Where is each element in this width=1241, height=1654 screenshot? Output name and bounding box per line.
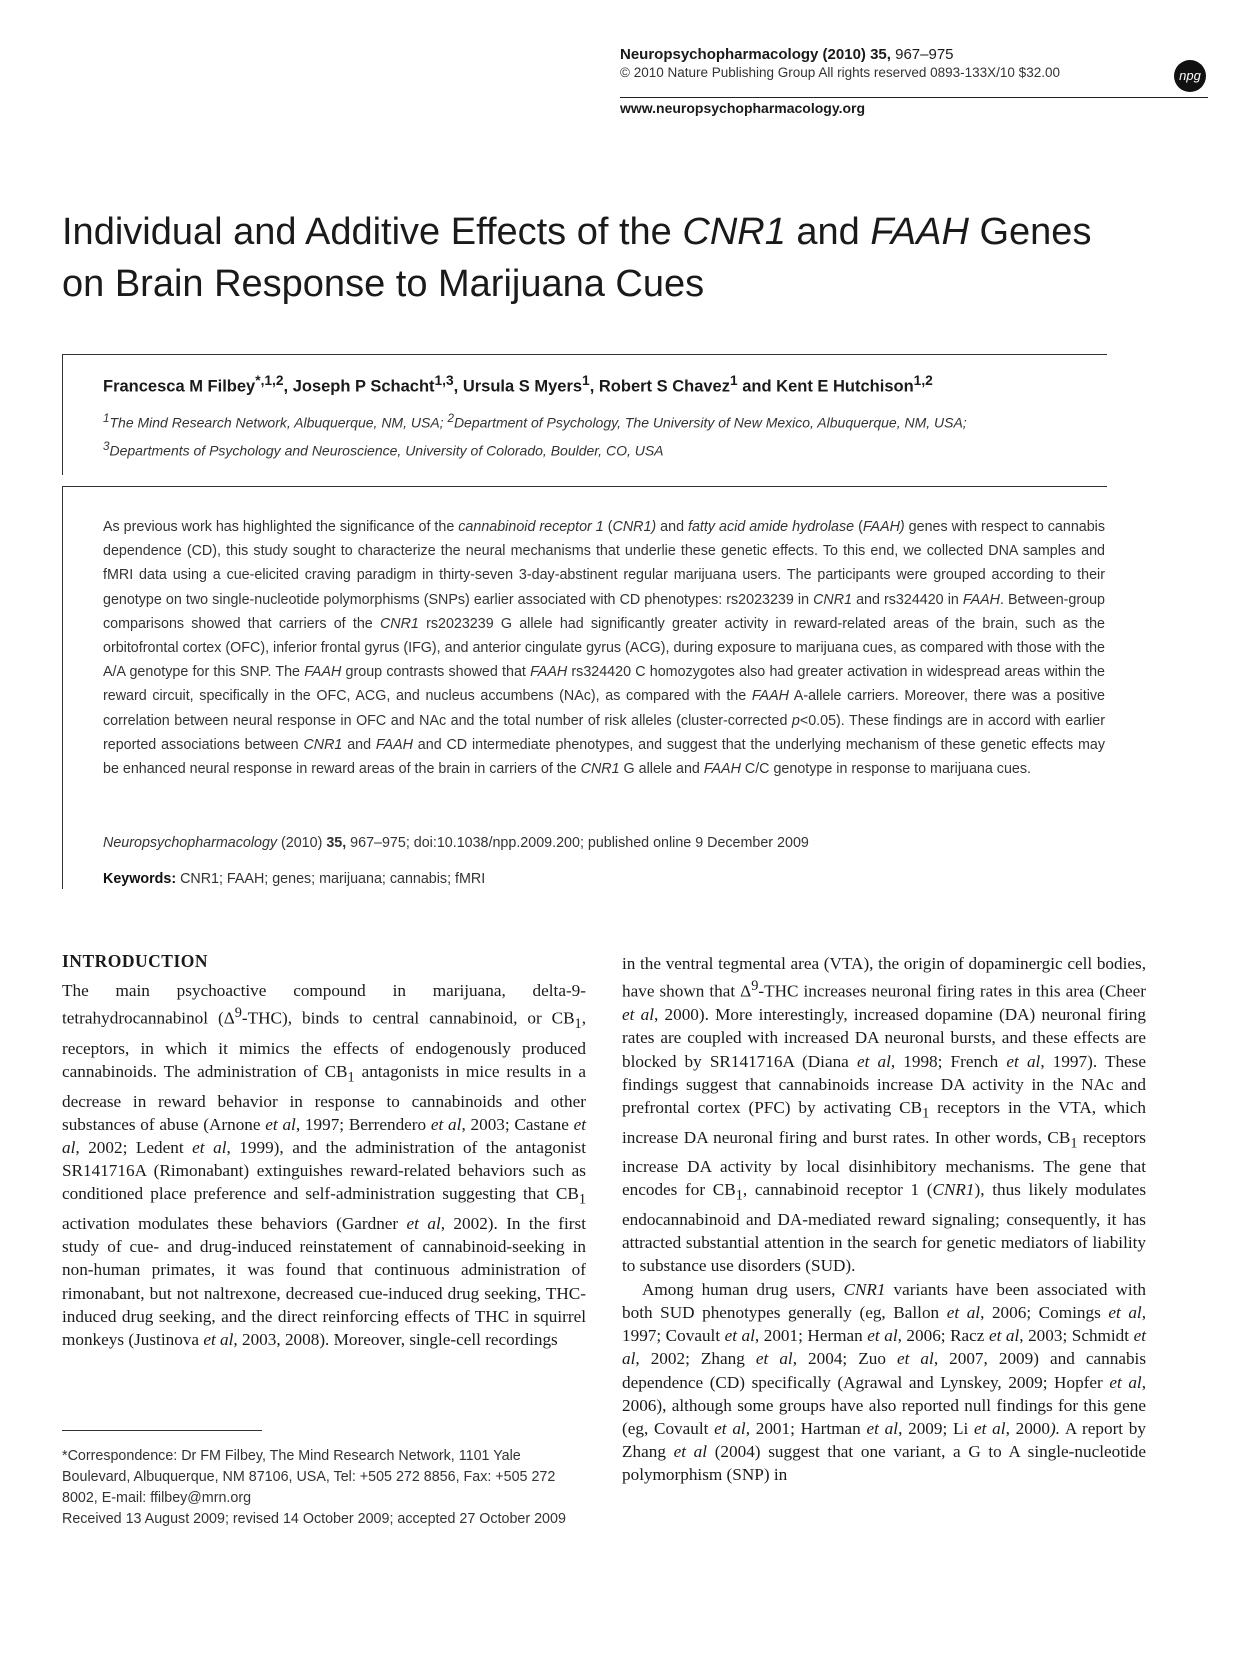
text-run: et al <box>265 1114 296 1134</box>
text-run: ). <box>1049 1418 1061 1438</box>
text-run: fatty acid amide hydrolase <box>688 519 855 535</box>
text-run: C/C genotype in response to marijuana cues. <box>740 761 1031 778</box>
text-run: , 1998; French <box>890 1051 1007 1071</box>
text-run: et al <box>673 1442 708 1462</box>
header-divider <box>620 97 1208 98</box>
text-run: , 2000 <box>1005 1418 1050 1438</box>
text-run: 1 <box>735 1187 743 1204</box>
author-affiliation-marker: 1 <box>730 373 738 388</box>
text-run: <0.05). These findings are in accord with earlier reported associations between <box>103 712 1105 753</box>
body-column-left <box>62 950 586 1351</box>
text-run: As previous work has highlighted the significance of the <box>103 519 459 535</box>
affiliations <box>103 407 1103 462</box>
text-run: , 2004; Zuo <box>792 1349 897 1369</box>
text-run: et al <box>856 1051 891 1071</box>
text-run: , receptors, in which it mimics the effects of endogenously produced cannabinoids. The administration of CB <box>62 1009 587 1081</box>
text-run: , 2002; Zhang <box>635 1349 756 1369</box>
text-run: rs324420 C homozygotes also had greater activation in widespread areas within the reward circuit, specifically in the OFC, ACG, and nucleus accumbens (NAc), as compared with the <box>103 664 1105 705</box>
keywords <box>103 871 485 887</box>
affiliation-marker: 2 <box>447 412 454 425</box>
text-run: CNR1) <box>612 519 657 535</box>
text-run: et al <box>203 1330 234 1350</box>
text-run: CNR1 <box>932 1180 975 1200</box>
journal-pages: 967–975 <box>895 46 954 63</box>
keywords-list: CNR1; FAAH; genes; marijuana; cannabis; fMRI <box>176 871 486 887</box>
text-run: and <box>656 519 688 535</box>
author-affiliation-marker: 1 <box>582 373 590 388</box>
text-run: et al <box>62 1114 586 1158</box>
title-gene-faah: FAAH <box>870 211 969 253</box>
text-run: FAAH) <box>862 519 905 535</box>
text-run: et al <box>192 1138 227 1158</box>
text-run: 1 <box>922 1105 930 1122</box>
body-paragraph <box>62 979 586 1351</box>
copyright-line: © 2010 Nature Publishing Group All rights reserved 0893-133X/10 $32.00 <box>620 65 1060 80</box>
text-run: , 1997). These findings suggest that cannabinoids increase DA activity in the NAc and prefrontal cortex (PFC) by activating CB <box>622 1051 1146 1117</box>
text-run: CNR1 <box>813 591 853 608</box>
text-run: et al <box>866 1418 899 1438</box>
text-run: antagonists in mice results in a decrease in reward behavior in response to cannabinoids and other substances of abuse (Arnone <box>62 1061 586 1134</box>
body-column-right <box>622 952 1146 1487</box>
text-run: et al, <box>714 1418 750 1438</box>
journal-header <box>620 46 1120 82</box>
journal-citation-line <box>620 46 1120 64</box>
text-run: CNR1 <box>303 736 343 753</box>
text-run: FAAH <box>375 736 413 753</box>
text-run: et al <box>1006 1051 1041 1071</box>
body-paragraph <box>622 1278 1146 1487</box>
author-name[interactable]: Francesca M Filbey <box>103 377 256 396</box>
text-run: FAAH <box>703 761 741 778</box>
author-name[interactable]: and Kent E Hutchison <box>737 377 914 396</box>
text-run: A-allele carriers. Moreover, there was a positive correlation between neural response in OFC and NAc and the total number of risk alleles (cluster-corrected <box>103 688 1105 729</box>
author-name[interactable]: , Ursula S Myers <box>453 377 583 396</box>
text-run: , 2009; Li <box>898 1418 975 1438</box>
text-run: , 2006), although some groups have also reported null findings for this gene (eg, Covault <box>622 1372 1146 1438</box>
text-run: in the ventral tegmental area (VTA), the origin of dopaminergic cell bodies, have shown that Δ <box>622 954 1146 1001</box>
text-run: (2004) suggest that one variant, a G to A single-nucleotide polymorphism (SNP) in <box>622 1442 1146 1485</box>
text-run: 1 <box>574 1016 582 1033</box>
text-run: G allele and <box>619 761 704 778</box>
text-run: , 1997; Berrendero <box>295 1114 431 1134</box>
text-run: , 2002; Ledent <box>75 1138 193 1158</box>
text-run: , 1997; Covault <box>622 1302 1146 1346</box>
text-run: et al <box>724 1326 755 1346</box>
correspondence-note: *Correspondence: Dr FM Filbey, The Mind Research Network, 1101 Yale Boulevard, Albuquerque, NM 87106, USA, Tel: +505 272 8856, Fax: +505 272 8002, E-mail: ffilbey@mrn.org <box>62 1448 556 1506</box>
text-run: et al <box>867 1326 898 1346</box>
text-run: et al <box>622 1326 1146 1369</box>
text-run: CNR1 <box>843 1279 886 1299</box>
citation-journal: Neuropsychopharmacology <box>103 835 278 851</box>
text-run: CNR1 <box>580 761 620 778</box>
title-text: Genes <box>968 211 1092 253</box>
author-affiliation-marker: *,1,2 <box>255 373 284 388</box>
body-paragraph <box>622 952 1146 1278</box>
author-name[interactable]: , Joseph P Schacht <box>283 377 435 396</box>
text-run: receptors in the VTA, which increase DA neuronal firing and burst rates. In other words, CB <box>622 1097 1146 1147</box>
text-run: FAAH <box>530 664 568 681</box>
journal-name: Neuropsychopharmacology (2010) 35, <box>620 46 891 63</box>
author-affiliation-marker: 1,3 <box>434 373 454 388</box>
npg-logo: npg <box>1174 60 1206 92</box>
text-run: cannabinoid receptor 1 <box>458 519 604 535</box>
affiliation-text: Departments of Psychology and Neuroscience, University of Colorado, Boulder, CO, USA <box>109 442 664 459</box>
text-run: activation modulates these behaviors (Gardner <box>62 1214 407 1234</box>
text-run: and <box>342 736 376 753</box>
footnotes <box>62 1446 586 1530</box>
text-run: , 2006; Comings <box>980 1302 1109 1322</box>
text-run: et al <box>755 1349 793 1369</box>
text-run: et al <box>1109 1372 1142 1392</box>
text-run: 9 <box>234 1005 242 1022</box>
footnote-divider <box>62 1430 262 1431</box>
text-run: , 2000). More interestingly, increased dopamine (DA) neuronal firing rates are coupled with increased DA neuronal bursts, and these effects are blocked by SR141716A (Diana <box>622 1005 1146 1071</box>
title-text: and <box>785 211 871 253</box>
author-list <box>103 373 933 397</box>
text-run: -THC increases neuronal firing rates in this area (Cheer <box>758 981 1147 1001</box>
article-citation <box>103 835 809 851</box>
text-run: 1 <box>347 1069 355 1086</box>
text-run: et al <box>974 1418 1006 1438</box>
abstract-text <box>103 515 1105 781</box>
citation-doi[interactable]: 967–975; doi:10.1038/npp.2009.200; published online 9 December 2009 <box>346 835 809 851</box>
text-run: . Between-group comparisons showed that carriers of the <box>103 591 1105 632</box>
text-run: p <box>791 712 800 729</box>
text-run: 2001; Hartman <box>750 1418 867 1438</box>
text-run: rs2023239 G allele had significantly greater activity in reward-related areas of the brain, such as the orbitofrontal cortex (OFC), inferior frontal gyrus (IFG), and anterior cingulate gyrus (ACG), during exposure to marijuana cues, as compared with those with the A/A genotype for this SNP. The <box>103 615 1106 681</box>
section-heading: INTRODUCTION <box>62 951 209 971</box>
text-run: ( <box>603 519 613 535</box>
text-run: 9 <box>751 978 759 995</box>
affiliation-marker: 3 <box>103 439 110 453</box>
article-title <box>62 206 1182 310</box>
text-run: FAAH <box>751 688 789 705</box>
text-run: FAAH <box>304 664 342 681</box>
text-run: , 2003; Schmidt <box>1019 1326 1134 1346</box>
text-run: , 2003, 2008). Moreover, single-cell recordings <box>233 1330 558 1350</box>
text-run: et al <box>430 1114 462 1134</box>
author-affiliation-marker: 1,2 <box>913 373 933 388</box>
text-run: The main psychoactive compound in marijuana, delta-9-tetrahydrocannabinol (Δ <box>62 981 586 1029</box>
title-gene-cnr1: CNR1 <box>682 211 786 253</box>
text-run: , 2003; Castane <box>461 1114 574 1134</box>
text-run: , 2007, 2009) and cannabis dependence (CD) specifically (Agrawal and Lynskey, 2009; Hopfer <box>622 1349 1147 1392</box>
text-run: , 1999), and the administration of the antagonist SR141716A (Rimonabant) extinguishes reward-related behaviors such as conditioned place preference and self-administration suggesting that CB <box>62 1138 586 1204</box>
text-run: , 2001; Herman <box>754 1326 868 1346</box>
keywords-label: Keywords: <box>103 871 177 887</box>
text-run: et al <box>946 1302 981 1322</box>
text-run: -THC), binds to central cannabinoid, or CB <box>241 1009 575 1029</box>
text-run: CNR1 <box>379 615 419 632</box>
citation-volume: 35, <box>326 835 347 851</box>
text-run: variants have been associated with both SUD phenotypes generally (eg, Ballon <box>622 1279 1147 1322</box>
author-block <box>62 354 1107 475</box>
affiliation-text: Department of Psychology, The University of New Mexico, Albuquerque, NM, USA; <box>453 414 967 431</box>
text-run: and CD intermediate phenotypes, and suggest that the underlying mechanism of these genetic effects may be enhanced neural response in reward areas of the brain in carriers of the <box>103 736 1105 778</box>
text-run: Among human drug users, <box>642 1279 844 1299</box>
text-run: receptors increase DA activity by local disinhibitory mechanisms. The gene that encodes for CB <box>622 1127 1146 1200</box>
text-run: et al <box>988 1326 1020 1346</box>
text-run: , 2002). In the first study of cue- and drug-induced reinstatement of cannabinoid-seeking in non-human primates, it was found that continuous administration of rimonabant, but not naltrexone, decreased cue-induced drug seeking, THC-induced drug seeking, and the direct reinforcing effects of THC in squirrel monkeys (Justinova <box>62 1214 586 1350</box>
text-run: et al <box>1108 1302 1142 1322</box>
text-run: 1 <box>1070 1135 1078 1152</box>
title-line-2: on Brain Response to Marijuana Cues <box>62 263 705 305</box>
affiliation-text: The Mind Research Network, Albuquerque, NM, USA; <box>109 414 448 431</box>
text-run: genes with respect to cannabis dependence (CD), this study sought to characterize the neural mechanisms that underlie these genetic effects. To this end, we collected DNA samples and fMRI data using a cue-elicited craving paradigm in thirty-seven 3-day-abstinent regular marijuana users. The participants were grouped according to their genotype on two single-nucleotide polymorphisms (SNPs) earlier associated with CD phenotypes: rs2023239 in <box>103 519 1105 608</box>
text-run: ), thus likely modulates endocannabinoid and DA-mediated reward signaling; consequently, it has attracted substantial attention in the search for genetic mediators of liability to substance use disorders (SUD). <box>622 1180 1147 1276</box>
citation-year: (2010) <box>277 835 327 851</box>
text-run: FAAH <box>962 591 1000 608</box>
text-run: et al <box>622 1005 654 1025</box>
text-run: group contrasts showed that <box>341 664 531 681</box>
received-dates: Received 13 August 2009; revised 14 October 2009; accepted 27 October 2009 <box>62 1511 566 1527</box>
author-name[interactable]: , Robert S Chavez <box>589 377 730 396</box>
text-run: 1 <box>578 1191 586 1208</box>
text-run: ( <box>854 519 863 535</box>
text-run: et al <box>896 1349 934 1369</box>
affiliation-marker: 1 <box>103 412 110 425</box>
text-run: and rs324420 in <box>852 591 963 608</box>
text-run: A report by Zhang <box>622 1418 1146 1462</box>
journal-url-link[interactable]: www.neuropsychopharmacology.org <box>620 100 866 116</box>
text-run: , cannabinoid receptor 1 ( <box>742 1180 933 1200</box>
text-run: , 2006; Racz <box>897 1326 989 1346</box>
title-text: Individual and Additive Effects of the <box>62 211 683 253</box>
abstract-block <box>62 486 1107 889</box>
text-run: et al <box>406 1214 441 1234</box>
